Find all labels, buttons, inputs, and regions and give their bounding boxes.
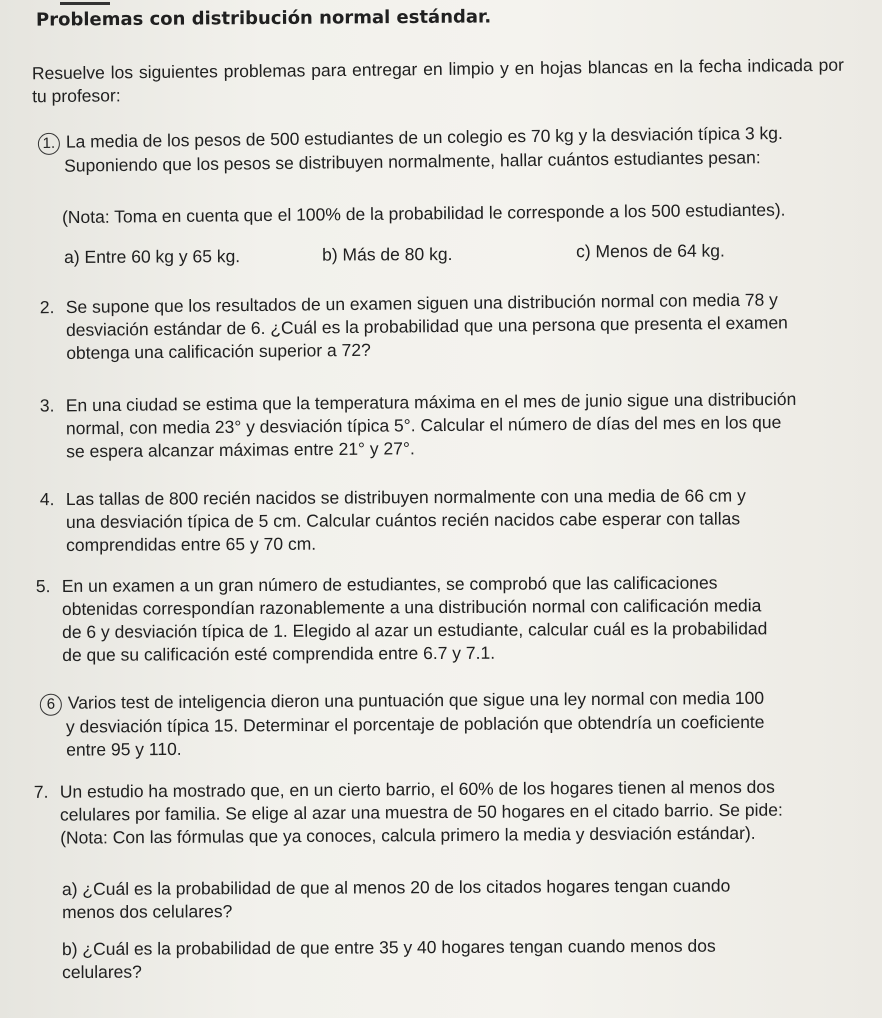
problem-text: Un estudio ha mostrado que, en un cierto barrio, el 60% de los hogares tienen al menos dos xyxy=(59,776,775,802)
problem-2 xyxy=(40,288,853,365)
problem-text: celulares? xyxy=(62,961,142,983)
problem-text: se espera alcanzar máximas entre 21° y 27°. xyxy=(66,438,415,462)
problem-number: 2. xyxy=(39,297,55,318)
problem-text: Varios test de inteligencia dieron una puntuación que sigue una ley normal con media 100 xyxy=(67,687,765,713)
problem-text: En una ciudad se estima que la temperatura máxima en el mes de junio sigue una distribución xyxy=(65,388,797,416)
problem-5 xyxy=(36,571,848,667)
problem-text: La media de los pesos de 500 estudiantes de un colegio es 70 kg y la desviación típica 3 kg. xyxy=(65,122,783,152)
problem-1 xyxy=(38,121,859,178)
problem-3 xyxy=(40,387,853,463)
problem-text: a) ¿Cuál es la probabilidad de que al menos 20 de los citados hogares tengan cuando xyxy=(61,875,731,900)
problem-number: 4. xyxy=(39,489,55,510)
problem-7 xyxy=(34,775,854,850)
problem-7a xyxy=(62,874,852,924)
problem-text: entre 95 y 110. xyxy=(66,738,182,760)
problem-text: Suponiendo que los pesos se distribuyen normalmente, hallar cuántos estudiantes pesan: xyxy=(64,147,761,176)
problem-7b xyxy=(62,934,852,984)
problem-text: Las tallas de 800 recién nacidos se distribuyen normalmente con una media de 66 cm y xyxy=(65,485,746,509)
problem-text: menos dos celulares? xyxy=(62,901,233,923)
problem-text: b) ¿Cuál es la probabilidad de que entre 35 y 40 hogares tengan cuando menos dos xyxy=(61,935,716,960)
option-a: a) Entre 60 kg y 65 kg. xyxy=(64,246,241,267)
problem-number: 7. xyxy=(33,781,49,802)
instructions: Resuelve los siguientes problemas para entregar en limpio y en hojas blancas en la fecha indicada por tu profesor: xyxy=(31,54,844,107)
problem-number: 6 xyxy=(40,694,62,716)
problem-6 xyxy=(40,686,852,762)
top-cut-line xyxy=(60,0,110,5)
problem-text: (Nota: Con las fórmulas que ya conoces, calcula primero la media y desviación estándar). xyxy=(60,822,756,848)
problem-1-note: (Nota: Toma en cuenta que el 100% de la probabilidad le corresponde a los 500 estudiantes). xyxy=(61,199,786,228)
problem-number: 5. xyxy=(35,576,51,597)
problem-text: En un examen a un gran número de estudiantes, se comprobó que las calificaciones xyxy=(61,572,718,596)
problem-text: de 6 y desviación típica de 1. Elegido al azar un estudiante, calcular cuál es la probabilidad xyxy=(62,618,768,642)
problem-4 xyxy=(40,484,852,557)
problem-text: desviación estándar de 6. ¿Cuál es la probabilidad que una persona que presenta el examen xyxy=(65,312,788,340)
option-c: c) Menos de 64 kg. xyxy=(575,240,725,262)
problem-1-options xyxy=(64,240,824,267)
option-b: b) Más de 80 kg. xyxy=(322,243,453,265)
problem-text: de que su calificación esté comprendida entre 6.7 y 7.1. xyxy=(62,642,496,665)
problem-text: normal, con media 23° y desviación típica 5°. Calcular el número de días del mes en los que xyxy=(65,412,782,439)
problem-text: una desviación típica de 5 cm. Calcular cuántos recién nacidos cabe esperar con tallas xyxy=(65,508,741,532)
problem-text: obtenidas correspondían razonablemente a una distribución normal con calificación media xyxy=(61,595,762,619)
problem-text: Se supone que los resultados de un examen siguen una distribución normal con media 78 y xyxy=(65,289,778,317)
problem-text: y desviación típica 15. Determinar el porcentaje de población que obtendría un coeficiente xyxy=(65,711,765,737)
problem-text: comprendidas entre 65 y 70 cm. xyxy=(66,533,317,555)
problem-number: 3. xyxy=(39,395,55,416)
problem-number: 1. xyxy=(38,133,60,155)
page-title: Problemas con distribución normal estándar. xyxy=(35,6,492,31)
problem-text: obtenga una calificación superior a 72? xyxy=(66,339,371,363)
problem-text: celulares por familia. Se elige al azar una muestra de 50 hogares en el citado barrio. Se pide: xyxy=(59,799,783,825)
